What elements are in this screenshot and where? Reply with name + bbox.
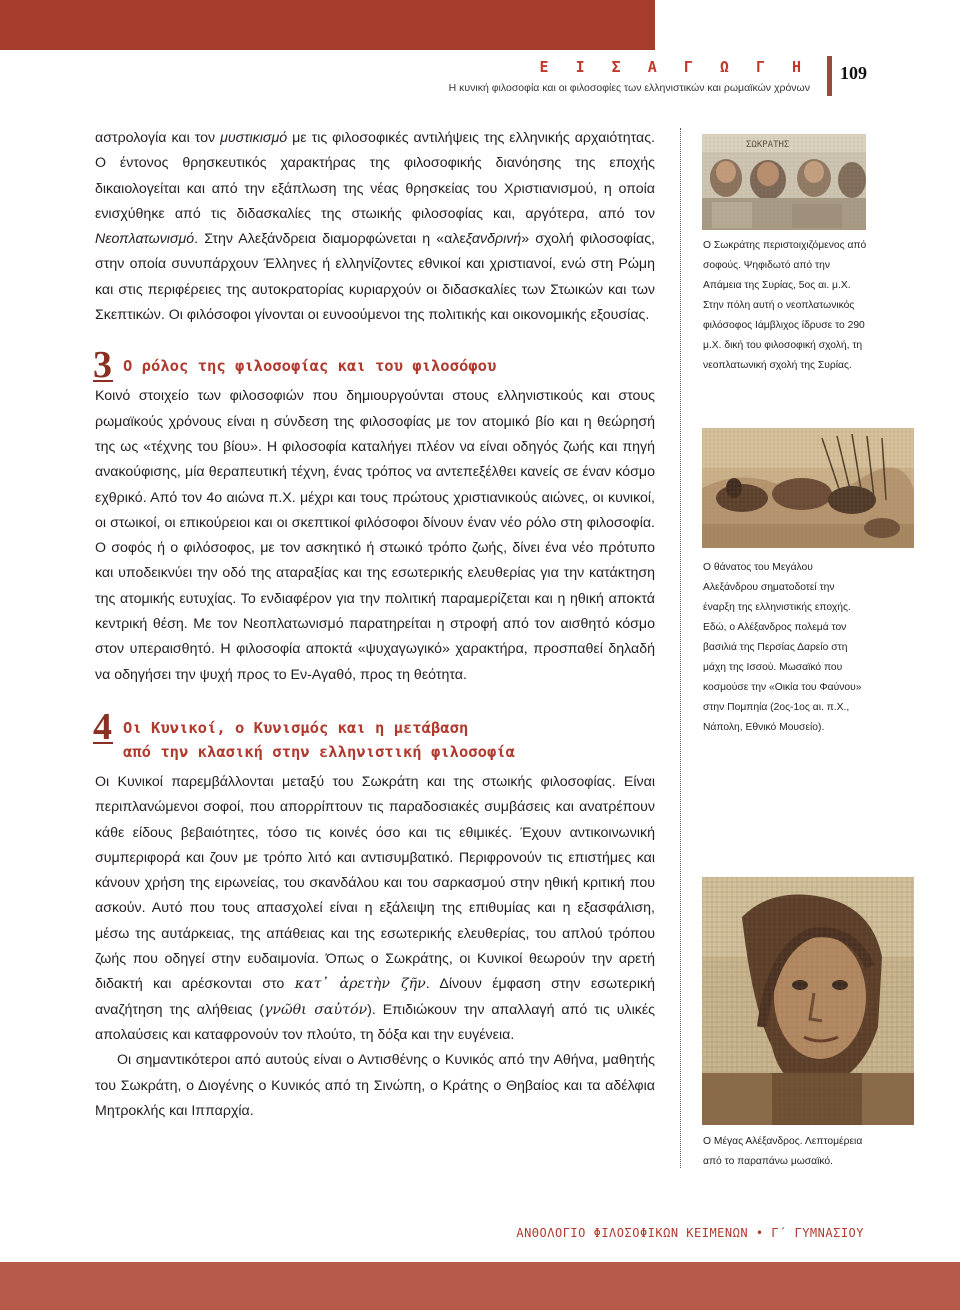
text-run: » σχολή φιλοσοφίας, στην οποία συνυπάρχουν Έλληνες ή ελληνίζοντες εθνικοί και χριστιανοί, ενώ στη Ρώμη και στις περιφέρειες της αυτοκρατορίας κυριαρχούν οι διδασκαλίες των Στωικών και των Σκεπτικών. Οι φιλόσοφοι γίνονται οι ευνοούμενοι της πολιτικής και οικονομικής εξουσίας. <box>95 231 655 324</box>
battle-of-issus-mosaic-image <box>702 428 914 548</box>
footer-grade: Γ΄ ΓΥΜΝΑΣΙΟΥ <box>771 1226 864 1240</box>
greek-quote-know-thyself: γνῶθι σαὐτόν <box>263 1001 368 1018</box>
caption-alexander: Ο Μέγας Αλέξανδρος. Λεπτομέρεια από το παραπάνω μωσαϊκό. <box>703 1136 863 1167</box>
section-3-body: Κοινό στοιχείο των φιλοσοφιών που δημιουργούνται στους ελληνιστικούς και στους ρωμαϊκούς χρόνους είναι η σύνδεση της φιλοσοφίας με τον ατομικό βίο και η θεώρησή της ως «τέχνης του βίου». Η φιλοσοφία καταλήγει πλέον να είναι οδηγός ζωής και πηγή ανακούφισης, μία θεραπευτική τέχνη, ένας τρόπος να αντεπεξέλθει κανείς σε έναν κόσμο εχθρικό. Από τον 4ο αιώνα π.Χ. μέχρι και τους πρώτους χριστιανικούς αιώνες, οι κυνικοί, οι στωικοί, οι επικούρειοι και οι σκεπτικοί φιλόσοφοι δίνουν έναν νέο ρόλο στη φιλοσοφία. Ο σοφός ή ο φιλόσοφος, με τον ασκητικό ή στωικό τρόπο ζωής, δίνει ένα νέο πρότυπο και υποδεικνύει την οδό της αταραξίας και της εσωτερικής ελευθερίας για την κατάκτηση της ατομικής ευτυχίας. Το ενδιαφέρον για την πολιτική παραμερίζεται και η ηθική αποκτά κεντρική θέση. Με τον Νεοπλατωνισμό παρατηρείται η στροφή από τον αισθητό κόσμο στον υπεραισθητό. Η φιλοσοφία αποκτά «ψυχαγωγικό» χαρακτήρα, προσπαθεί δηλαδή να οδηγήσει την ψυχή προς το Εν-Αγαθό, προς τη θεότητα. <box>95 388 655 683</box>
caption-socrates: Ο Σωκράτης περιστοιχιζόμενος από σοφούς. Ψηφιδωτό από την Απάμεια της Συρίας, 5ος αι. μ.Χ. Στην πόλη αυτή ο νεοπλατωνικός φιλόσοφος Ιάμβλιχος ίδρυσε το 290 μ.Χ. δική του φιλοσοφική σχολή, τη νεοπλατωνική σχολή της Συρίας. <box>703 240 867 371</box>
section-4-heading <box>93 705 655 764</box>
text-run: . Στην Αλεξάνδρεια διαμορφώνεται η «αλε <box>194 231 466 248</box>
section-title-line2: από την κλασική στην ελληνιστική φιλοσοφία <box>123 742 515 761</box>
main-column <box>95 126 655 1124</box>
alexander-mosaic-detail-image <box>702 877 914 1125</box>
section-number: 3 <box>93 344 112 387</box>
page-number: 109 <box>840 63 867 83</box>
emphasis-alexandrian: ξανδρινή <box>465 231 522 248</box>
bottom-color-bar <box>0 1262 960 1310</box>
emphasis-neoplatonism: Νεοπλατωνισμό <box>95 231 195 248</box>
section-number: 4 <box>93 705 112 748</box>
text-run: Οι Κυνικοί παρεμβάλλονται μεταξύ του Σωκράτη και της στωικής φιλοσοφίας. Είναι περιπλανώμενοι σοφοί, που απορρίπτουν τις παραδοσιακές συμβάσεις και ανατρέπουν κάθε είδους βεβαιότητες, τόσο τις κοινές όσο και τις εθιμικές. Έχουν αντικοινωνική συμπεριφορά και ζουν με τρόπο λιτό και αντισυμβατικό. Περιφρονούν τις επιστήμες και κάνουν χρήση της ειρωνείας, του σκανδάλου και του σαρκασμού στην ηθική κριτική που ασκούν. Αυτό που τους απασχολεί είναι η εξάλειψη της επιθυμίας και η εξασφάλιση, μέσω της αυτάρκειας, της απάθειας και της εσωτερικής ελευθερίας, του απλού τρόπου ζωής που οδηγεί στην ευδαιμονία. Όπως ο Σωκράτης, οι Κυνικοί θεωρούν την αρετή διδακτή και αρέσκονται στο <box>95 773 655 993</box>
section-4-paragraph-2: Οι σημαντικότεροι από αυτούς είναι ο Αντισθένης ο Κυνικός από την Αθήνα, μαθητής του Σωκράτη, ο Διογένης ο Κυνικός από τη Σινώπη, ο Κράτης ο Θηβαίος και τα αδέλφια Μητροκλής και Ιππαρχία. <box>95 1052 655 1119</box>
text-run: με τις φιλοσοφικές αντιλήψεις της ελληνικής αρχαιότητας. Ο έντονος θρησκευτικός χαρακτήρας της φιλοσοφικής διανόησης της εποχής δικαιολογείται και από την εξάπλωση της νέας θρησκείας του Χριστιανισμού, η οποία ενισχύθηκε από τις διδασκαλίες της στωικής φιλοσοφίας και, αργότερα, από τον <box>95 130 655 222</box>
section-3-heading <box>93 344 655 387</box>
chapter-title: Ε Ι Σ Α Γ Ω Γ Η <box>539 58 810 76</box>
book-footer <box>516 1226 864 1240</box>
socrates-mosaic-image <box>702 134 866 230</box>
greek-quote-live-virtue: κατ᾽ ἀρετὴν ζῆν <box>294 976 426 993</box>
intro-paragraph <box>95 126 655 328</box>
text-run: ). Επιδιώκουν την απαλλαγή από τις υλικές απολαύσεις και καταφρονούν τον πλούτο, τη δόξα και την ευγένεια. <box>95 1001 655 1043</box>
chapter-subtitle: Η κυνική φιλοσοφία και οι φιλοσοφίες των ελληνιστικών και ρωμαϊκών χρόνων <box>448 82 810 94</box>
text-run: . Δίνουν έμφαση στην εσωτερική αναζήτηση της αλήθειας ( <box>95 976 655 1018</box>
section-4-paragraph-1 <box>95 770 655 1048</box>
section-title: Ο ρόλος της φιλοσοφίας και του φιλοσόφου <box>123 357 497 376</box>
text-run: αστρολογία και τον <box>95 130 221 146</box>
header-divider <box>827 56 832 96</box>
caption-battle-of-issus: Ο θάνατος του Μεγάλου Αλεξάνδρου σηματοδοτεί την έναρξη της ελληνιστικής εποχής. Εδώ, ο Αλέξανδρος πολεμά τον βασιλιά της Περσίας Δαρείο στη μάχη της Ισσού. Μωσαϊκό που κοσμούσε την «Οικία του Φαύνου» στην Πομπηία (2ος-1ος αι. π.Χ., Νάπολη, Εθνικό Μουσείο). <box>703 562 862 733</box>
top-color-bar <box>0 0 655 50</box>
footer-book-title: ΑΝΘΟΛΟΓΙΟ ΦΙΛΟΣΟΦΙΚΩΝ ΚΕΙΜΕΝΩΝ <box>516 1226 749 1240</box>
emphasis-mysticism: μυστικισμό <box>220 130 288 146</box>
footer-separator: • <box>755 1226 764 1240</box>
column-divider <box>680 128 681 1168</box>
section-title-line1: Οι Κυνικοί, ο Κυνισμός και η μετάβαση <box>123 718 469 737</box>
